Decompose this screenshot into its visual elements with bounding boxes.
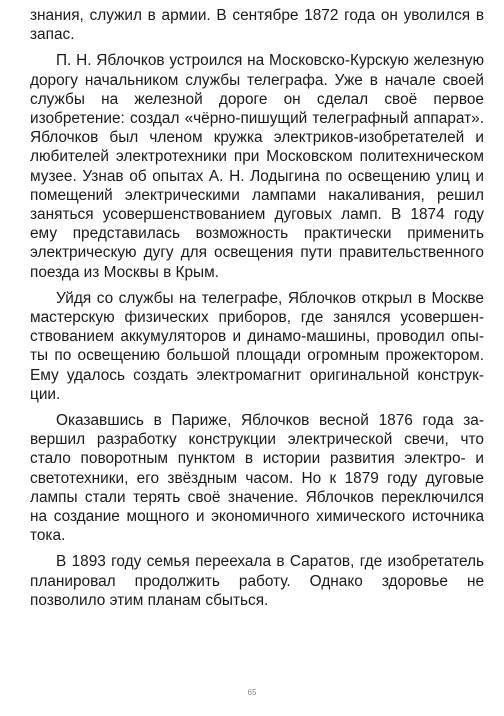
paragraph-saratov: В 1893 году семья переехала в Саратов, где изобретатель планировал продолжить работу. Однако здоровье не позволило этим планам сбыться.	[30, 553, 484, 609]
paragraph-continuation: знания, служил в армии. В сентябре 1872 года он уволился в запас.	[30, 7, 484, 44]
page-number: 65	[247, 688, 257, 697]
paragraph-paris-candle: Оказавшись в Париже, Яблочков весной 1876 года завершил разработку конструкции электрической свечи, что стало поворотным пунктом в истории развития электро- и светотехники, его звёздным часом. Но к 1879 году дуговые лампы стали терять своё значение. Яблочков переключился на создание мощного и экономичного химического источника тока.	[30, 412, 484, 545]
paragraph-moscow-workshop: Уйдя со службы на телеграфе, Яблочков открыл в Москве мастерскую физических приборов, где занялся усовершенствованием аккумуляторов и динамо-машины, проводил опыты по освещению большой площади огромным прожектором. Ему удалось создать электромагнит оригинальной конструкции.	[30, 289, 484, 403]
body-text	[30, 6, 484, 617]
paragraph-telegraph-service: П. Н. Яблочков устроился на Московско-Курскую железную дорогу начальником службы телеграфа. Уже в начале своей службы на железной дороге он сделал своё первое изобретение: создал «чёрно-пишущий телеграфный аппарат». Яблочков был членом кружка электриков-изобретателей и любителей электротехники при Московском политехническом музее. Узнав об опытах А. Н. Лодыгина по освещению улиц и помещений электрическими лампами накаливания, решил заняться усовершенствованием дуговых ламп. В 1874 году ему представилась возможность практически применить электрическую дугу для освещения пути правительственного поезда из Москвы в Крым.	[30, 52, 484, 281]
